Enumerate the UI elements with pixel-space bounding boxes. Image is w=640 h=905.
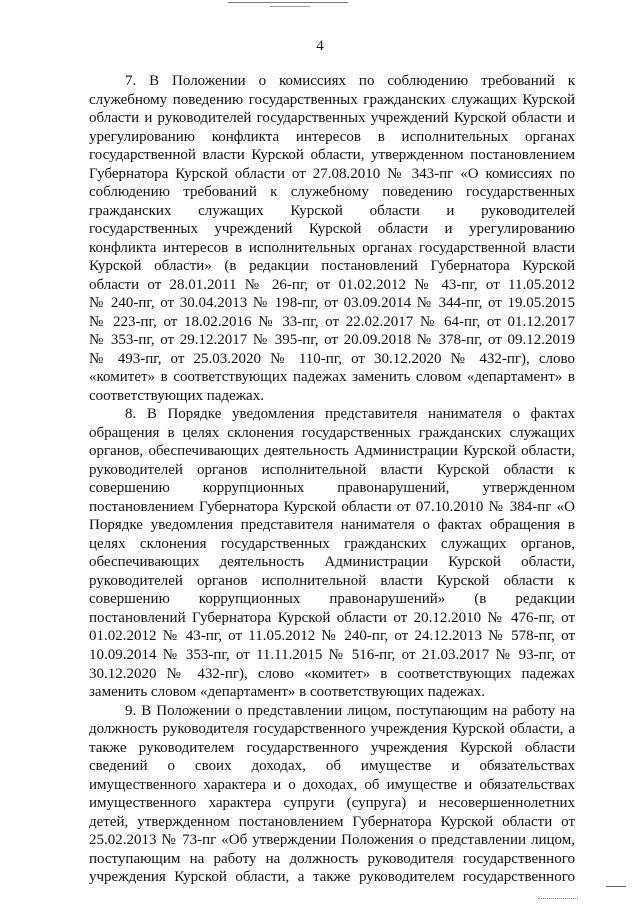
- text-line: имущественного характера и о доходах, об имуществе и обязательствах: [89, 776, 575, 793]
- text-line: № 223-пг, от 18.02.2016 № 33-пг, от 22.02.2017 № 64-пг, от 01.12.2017: [89, 313, 575, 330]
- text-line: органов, обеспечивающих деятельность Администрации Курской области,: [89, 443, 575, 460]
- text-line: постановлений Губернатора Курской области от 20.12.2010 № 476-пг, от: [89, 609, 575, 626]
- text-line: постановлением Губернатора Курской области от 07.10.2010 № 384-пг «О: [89, 498, 575, 515]
- text-line: «комитет» в соответствующих падежах заменить словом «департамент» в: [89, 369, 575, 386]
- text-line: 01.02.2012 № 43-пг, от 11.05.2012 № 240-пг, от 24.12.2013 № 578-пг, от: [89, 628, 575, 645]
- text-line: обращения в целях склонения государственных гражданских служащих: [89, 424, 575, 441]
- text-line: гражданских служащих Курской области и руководителей: [89, 202, 575, 219]
- text-line: целях склонения государственных гражданских служащих органов,: [89, 535, 575, 552]
- scan-artifact-dots: [538, 898, 578, 899]
- text-line: 8. В Порядке уведомления представителя нанимателя о фактах: [125, 406, 575, 423]
- text-line: государственных учреждений Курской области и урегулированию: [89, 221, 575, 238]
- text-line: 10.09.2014 № 353-пг, от 11.11.2015 № 516-пг, от 21.03.2017 № 93-пг, от: [89, 646, 575, 663]
- text-line: 9. В Положении о представлении лицом, поступающим на работу на: [125, 702, 575, 719]
- text-line: совершению коррупционных правонарушений, утвержденном: [89, 480, 575, 497]
- text-line: конфликта интересов в исполнительных органах государственной власти: [89, 239, 575, 256]
- text-line: государственной власти Курской области, утвержденном постановлением: [89, 147, 575, 164]
- text-line: детей, утвержденном постановлением Губернатора Курской области от: [89, 813, 575, 830]
- text-line: совершению коррупционных правонарушений» (в редакции: [89, 591, 575, 608]
- text-line: руководителей органов исполнительной власти Курской области к: [89, 572, 575, 589]
- text-line: служебному поведению государственных гражданских служащих Курской: [89, 91, 575, 108]
- top-scan-rule: [228, 2, 348, 3]
- text-line: поступающим на работу на должность руководителя государственного: [89, 850, 575, 867]
- text-line: должность руководителя государственного учреждения Курской области, а: [89, 721, 575, 738]
- text-line: № 240-пг, от 30.04.2013 № 198-пг, от 03.09.2014 № 344-пг, от 19.05.2015: [89, 295, 575, 312]
- text-line: 25.02.2013 № 73-пг «Об утверждении Положения о представлении лицом,: [89, 832, 575, 849]
- text-line: сведений о своих доходах, об имуществе и обязательствах: [89, 758, 575, 775]
- text-line: 7. В Положении о комиссиях по соблюдению требований к: [125, 73, 575, 89]
- text-line: руководителей органов исполнительной власти Курской области к: [89, 461, 575, 478]
- text-line: обеспечивающих деятельность Администрации Курской области,: [89, 554, 575, 571]
- text-line: Порядке уведомления представителя нанимателя о фактах обращения в: [89, 517, 575, 534]
- text-line: Губернатора Курской области от 27.08.2010 № 343-пг «О комиссиях по: [89, 165, 575, 182]
- text-line: 30.12.2020 № 432-пг), слово «комитет» в соответствующих падежах: [89, 665, 575, 682]
- text-line: урегулированию конфликта интересов в исполнительных органах: [89, 128, 575, 145]
- text-line: заменить словом «департамент» в соответствующих падежах.: [89, 684, 485, 701]
- text-line: № 493-пг, от 25.03.2020 № 110-пг, от 30.12.2020 № 432-пг), слово: [89, 350, 575, 367]
- document-body: [89, 72, 575, 887]
- text-line: № 353-пг, от 29.12.2017 № 395-пг, от 20.09.2018 № 378-пг, от 09.12.2019: [89, 332, 575, 349]
- text-line: также руководителем государственного учреждения Курской области: [89, 739, 575, 756]
- top-scan-rule-short: [270, 6, 310, 7]
- text-line: соответствующих падежах.: [89, 387, 264, 404]
- page-number: 4: [316, 38, 324, 54]
- text-line: имущественного характера супруги (супруга) и несовершеннолетних: [89, 795, 575, 812]
- text-line: учреждения Курской области, а также руководителем государственного: [89, 869, 575, 886]
- text-line: области от 28.01.2011 № 26-пг, от 01.02.2012 № 43-пг, от 11.05.2012: [89, 276, 575, 293]
- scan-artifact-mark: [606, 886, 626, 887]
- text-line: соблюдению требований к служебному поведению государственных: [89, 184, 575, 201]
- text-line: Курской области» (в редакции постановлений Губернатора Курской: [89, 258, 575, 275]
- text-line: области и руководителей государственных учреждений Курской области и: [89, 110, 575, 127]
